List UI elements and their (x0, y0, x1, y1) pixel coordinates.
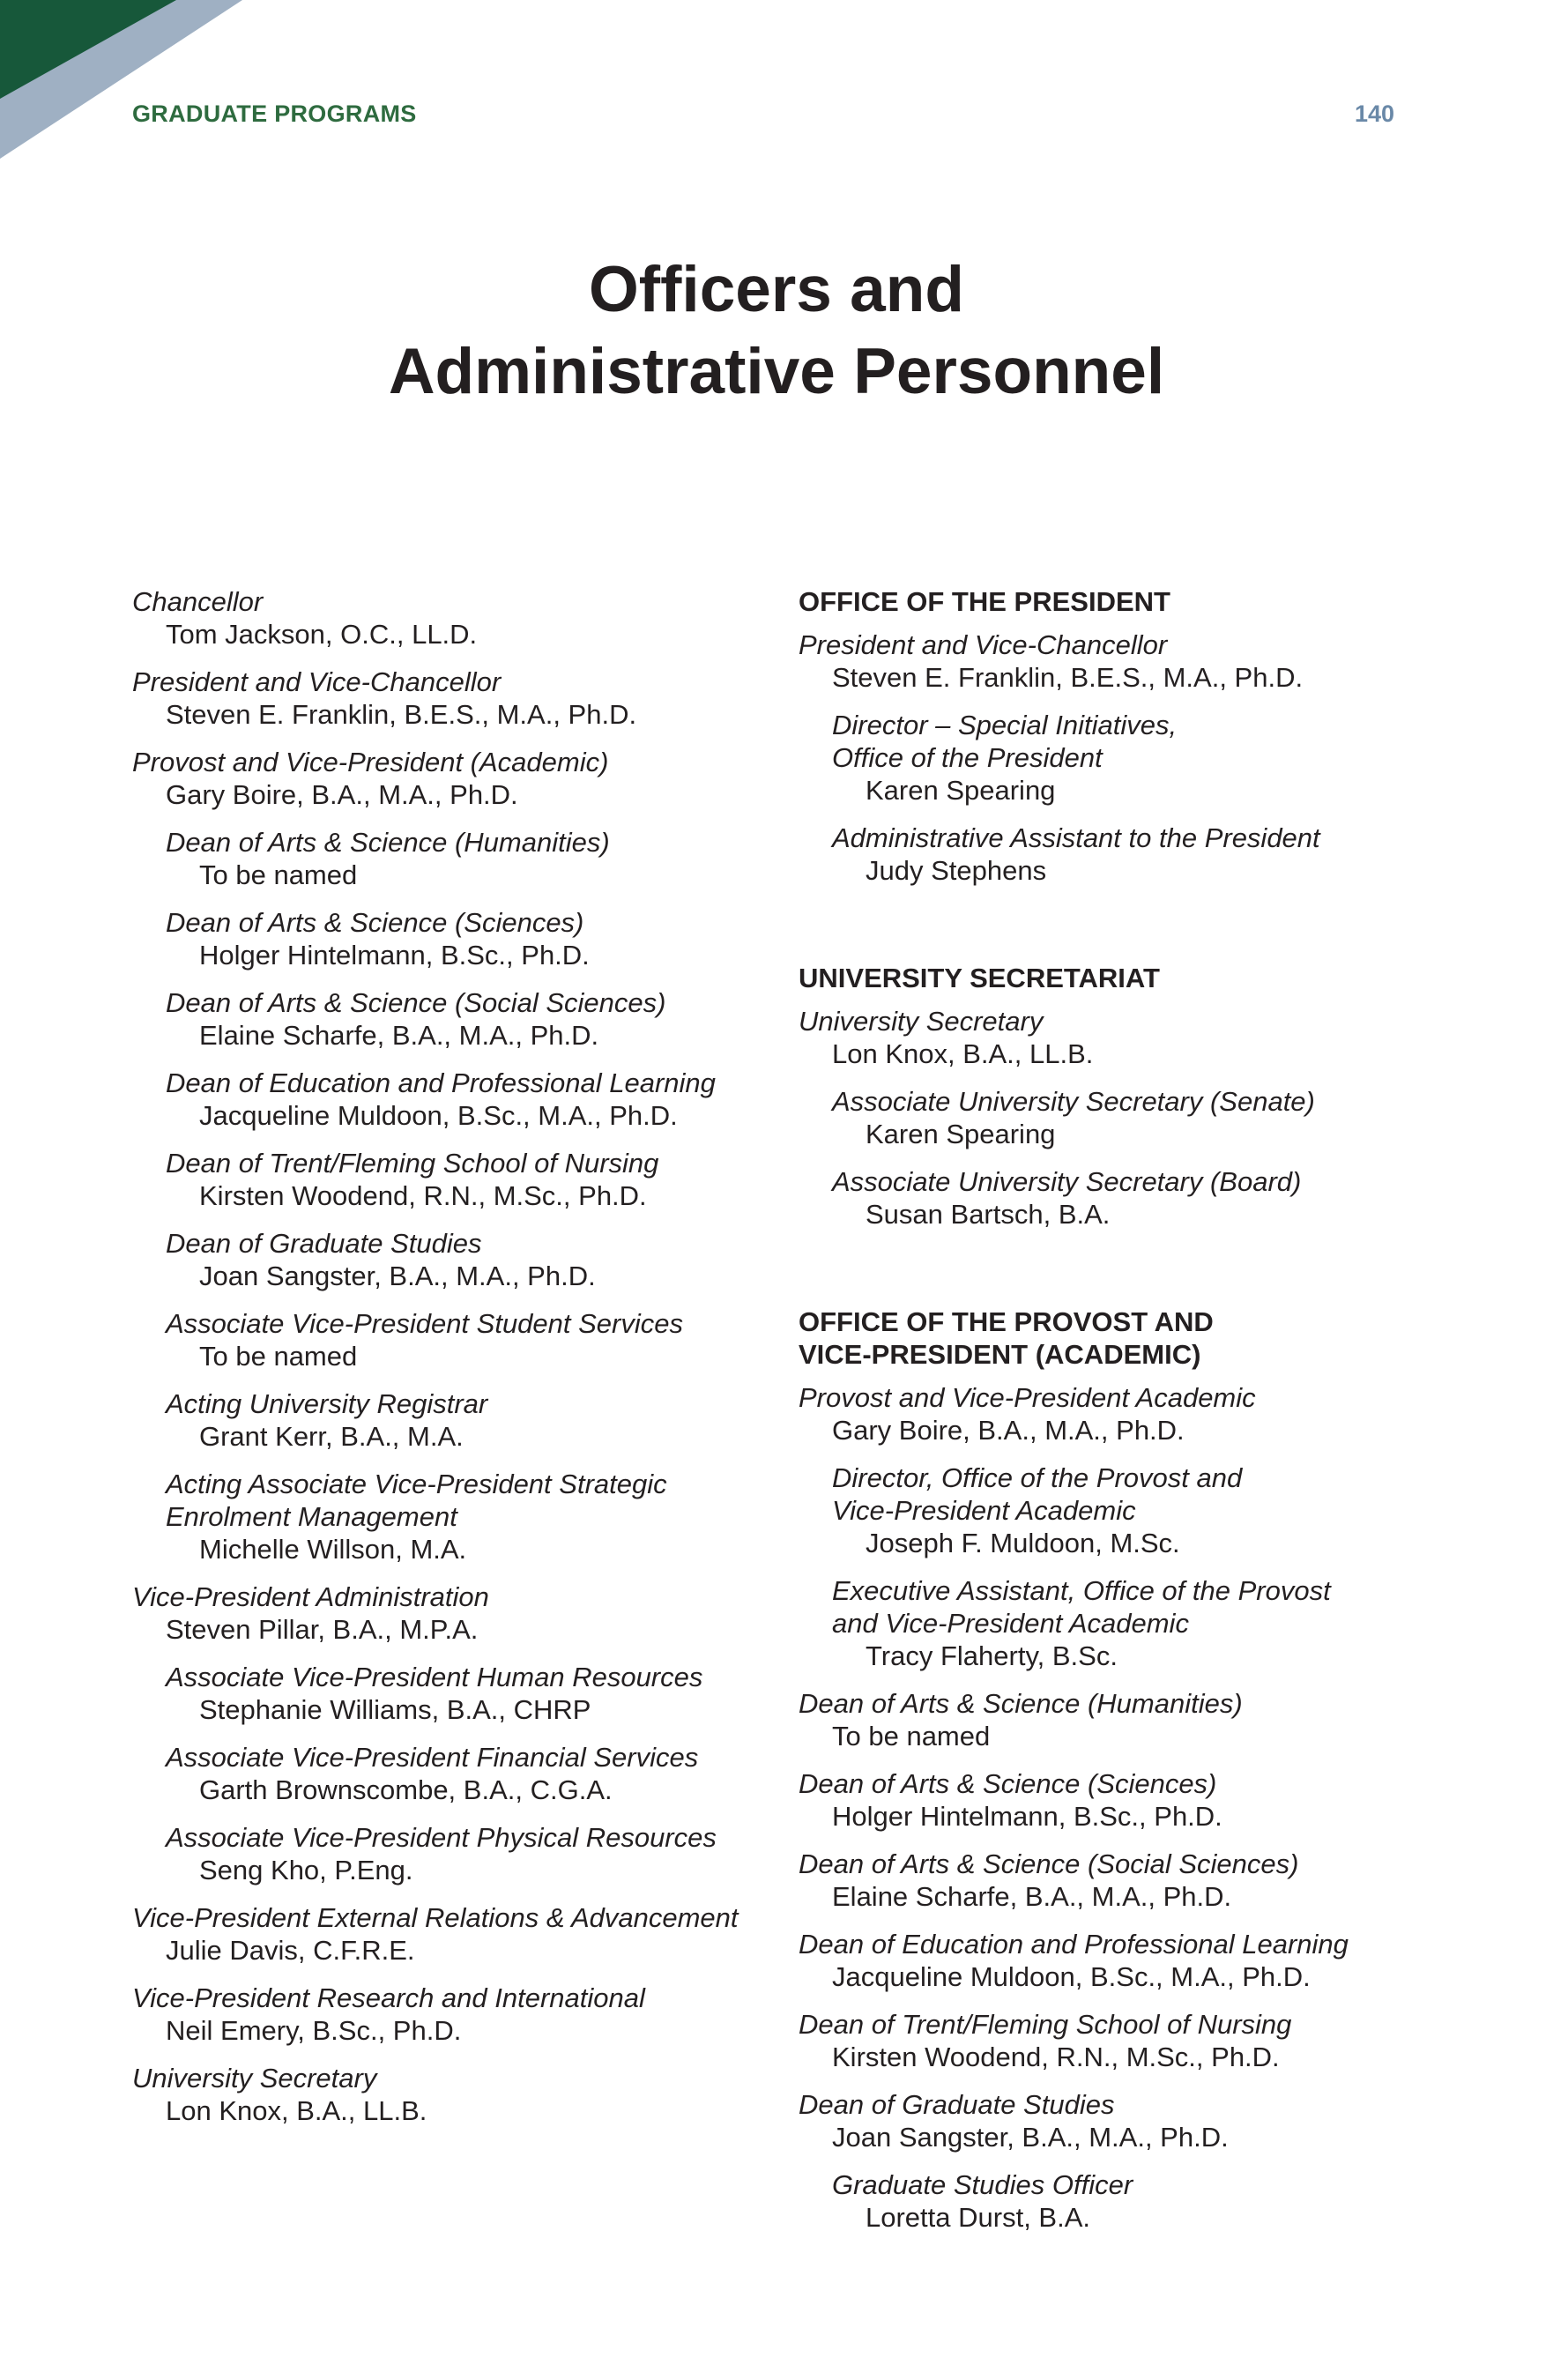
personnel-entry (132, 1982, 767, 2048)
person-name: Neil Emery, B.Sc., Ph.D. (166, 2015, 462, 2046)
role-title: Provost and Vice-President (Academic) (132, 747, 609, 777)
role-title: Vice-President Academic (832, 1495, 1136, 1526)
role-title: Associate University Secretary (Board) (832, 1166, 1302, 1197)
role-title: Dean of Education and Professional Learning (166, 1067, 716, 1098)
person-name: Steven Pillar, B.A., M.P.A. (166, 1614, 479, 1645)
personnel-entry (799, 1165, 1416, 1231)
personnel-entry (799, 1848, 1416, 1914)
section-heading (799, 1305, 1416, 1371)
office-of-the-president-section (799, 585, 1416, 888)
person-name: Seng Kho, P.Eng. (199, 1855, 413, 1885)
personnel-entry (799, 1005, 1416, 1071)
page-title-line: Administrative Personnel (388, 336, 1165, 407)
personnel-entry (132, 1661, 767, 1727)
role-title: Acting Associate Vice-President Strategic (166, 1469, 667, 1499)
role-title: Dean of Graduate Studies (166, 1228, 482, 1259)
person-name: Garth Brownscombe, B.A., C.G.A. (199, 1774, 613, 1805)
person-name: Karen Spearing (866, 775, 1056, 806)
role-title: President and Vice-Chancellor (132, 666, 502, 697)
role-title: Enrolment Management (166, 1501, 457, 1532)
personnel-entry (799, 1574, 1416, 1673)
personnel-entry (799, 1767, 1416, 1833)
role-title: Dean of Arts & Science (Humanities) (166, 827, 610, 858)
role-title: President and Vice-Chancellor (799, 629, 1168, 660)
personnel-entry (132, 826, 767, 892)
role-title: Associate Vice-President Physical Resources (166, 1822, 717, 1853)
role-title: Provost and Vice-President Academic (799, 1382, 1256, 1413)
role-title: Dean of Arts & Science (Humanities) (799, 1688, 1243, 1719)
person-name: Loretta Durst, B.A. (866, 2202, 1090, 2233)
role-title: University Secretary (799, 1006, 1044, 1037)
person-name: Joan Sangster, B.A., M.A., Ph.D. (832, 2122, 1229, 2153)
role-title: Associate Vice-President Financial Services (166, 1742, 699, 1773)
university-secretariat-section (799, 962, 1416, 1231)
person-name: Elaine Scharfe, B.A., M.A., Ph.D. (832, 1881, 1232, 1912)
person-name: Lon Knox, B.A., LL.B. (166, 2095, 427, 2126)
section-heading-line: VICE-PRESIDENT (ACADEMIC) (799, 1339, 1201, 1370)
personnel-entry (132, 1387, 767, 1454)
role-title: Chancellor (132, 586, 264, 617)
role-title: Dean of Graduate Studies (799, 2089, 1115, 2120)
person-name: Kirsten Woodend, R.N., M.Sc., Ph.D. (832, 2042, 1280, 2072)
page-title (0, 249, 1553, 413)
right-column (799, 585, 1416, 2249)
role-title: Dean of Trent/Fleming School of Nursing (166, 1148, 659, 1179)
personnel-entry (132, 746, 767, 812)
role-title: University Secretary (132, 2063, 377, 2094)
office-of-the-provost-section (799, 1305, 1416, 2235)
person-name: Kirsten Woodend, R.N., M.Sc., Ph.D. (199, 1180, 647, 1211)
role-title: Director – Special Initiatives, (832, 710, 1178, 740)
person-name: Tracy Flaherty, B.Sc. (866, 1640, 1118, 1671)
page-title-line: Officers and (589, 254, 964, 325)
role-title: Dean of Education and Professional Learning (799, 1929, 1349, 1960)
personnel-entry (799, 709, 1416, 807)
person-name: Holger Hintelmann, B.Sc., Ph.D. (199, 940, 590, 971)
role-title: Dean of Arts & Science (Social Sciences) (166, 987, 666, 1018)
role-title: Dean of Arts & Science (Sciences) (166, 907, 584, 938)
role-title: Director, Office of the Provost and (832, 1462, 1243, 1493)
role-title: Dean of Arts & Science (Social Sciences) (799, 1848, 1299, 1879)
person-name: Elaine Scharfe, B.A., M.A., Ph.D. (199, 1020, 599, 1051)
personnel-entry (132, 1227, 767, 1293)
personnel-entry (132, 1067, 767, 1133)
person-name: Gary Boire, B.A., M.A., Ph.D. (832, 1415, 1185, 1446)
personnel-entry (132, 1821, 767, 1887)
person-name: To be named (832, 1721, 991, 1752)
personnel-entry (132, 1580, 767, 1647)
left-column (132, 585, 767, 2142)
section-heading: UNIVERSITY SECRETARIAT (799, 963, 1160, 993)
role-title: Associate Vice-President Student Services (166, 1308, 684, 1339)
personnel-entry (132, 2062, 767, 2128)
page-number: 140 (1354, 100, 1394, 127)
person-name: Tom Jackson, O.C., LL.D. (166, 619, 478, 650)
personnel-entry (799, 1928, 1416, 1994)
role-title: Vice-President Research and International (132, 1982, 645, 2013)
person-name: Judy Stephens (866, 855, 1047, 886)
role-title: Dean of Trent/Fleming School of Nursing (799, 2009, 1292, 2040)
person-name: Stephanie Williams, B.A., CHRP (199, 1694, 591, 1725)
personnel-entry (799, 2168, 1416, 2235)
corner-decoration (0, 0, 247, 159)
personnel-entry (132, 666, 767, 732)
person-name: Karen Spearing (866, 1119, 1056, 1149)
personnel-entry (799, 2088, 1416, 2154)
role-title: Dean of Arts & Science (Sciences) (799, 1768, 1217, 1799)
person-name: Steven E. Franklin, B.E.S., M.A., Ph.D. (832, 662, 1304, 693)
personnel-entry (799, 2008, 1416, 2074)
role-title: Acting University Registrar (166, 1388, 488, 1419)
personnel-entry (799, 1381, 1416, 1447)
personnel-entry (132, 986, 767, 1052)
personnel-entry (132, 1901, 767, 1967)
person-name: To be named (199, 859, 358, 890)
role-title: Executive Assistant, Office of the Provost (832, 1575, 1331, 1606)
personnel-entry (132, 1147, 767, 1213)
person-name: Steven E. Franklin, B.E.S., M.A., Ph.D. (166, 699, 637, 730)
role-title: and Vice-President Academic (832, 1608, 1189, 1639)
personnel-entry (132, 906, 767, 972)
person-name: Joseph F. Muldoon, M.Sc. (866, 1528, 1180, 1558)
personnel-entry (799, 1687, 1416, 1753)
role-title: Graduate Studies Officer (832, 2169, 1133, 2200)
person-name: Michelle Willson, M.A. (199, 1534, 467, 1565)
person-name: Susan Bartsch, B.A. (866, 1199, 1111, 1230)
role-title: Associate University Secretary (Senate) (832, 1086, 1315, 1117)
personnel-entry (799, 822, 1416, 888)
section-heading-line: OFFICE OF THE PROVOST AND (799, 1306, 1214, 1337)
section-heading: OFFICE OF THE PRESIDENT (799, 586, 1170, 617)
personnel-entry (799, 628, 1416, 695)
personnel-entry (799, 1461, 1416, 1560)
personnel-entry (132, 1741, 767, 1807)
role-title: Vice-President External Relations & Advancement (132, 1902, 739, 1933)
personnel-entry (132, 1468, 767, 1566)
person-name: Lon Knox, B.A., LL.B. (832, 1038, 1094, 1069)
role-title: Office of the President (832, 742, 1103, 773)
personnel-entry (132, 585, 767, 651)
person-name: Jacqueline Muldoon, B.Sc., M.A., Ph.D. (199, 1100, 678, 1131)
person-name: Jacqueline Muldoon, B.Sc., M.A., Ph.D. (832, 1961, 1311, 1992)
role-title: Vice-President Administration (132, 1581, 489, 1612)
section-label: GRADUATE PROGRAMS (132, 100, 417, 127)
role-title: Associate Vice-President Human Resources (166, 1662, 703, 1692)
person-name: Gary Boire, B.A., M.A., Ph.D. (166, 779, 518, 810)
personnel-entry (132, 1307, 767, 1373)
person-name: Joan Sangster, B.A., M.A., Ph.D. (199, 1261, 596, 1291)
person-name: To be named (199, 1341, 358, 1372)
personnel-entry (799, 1085, 1416, 1151)
role-title: Administrative Assistant to the President (832, 822, 1320, 853)
person-name: Holger Hintelmann, B.Sc., Ph.D. (832, 1801, 1222, 1832)
person-name: Julie Davis, C.F.R.E. (166, 1935, 415, 1966)
person-name: Grant Kerr, B.A., M.A. (199, 1421, 464, 1452)
